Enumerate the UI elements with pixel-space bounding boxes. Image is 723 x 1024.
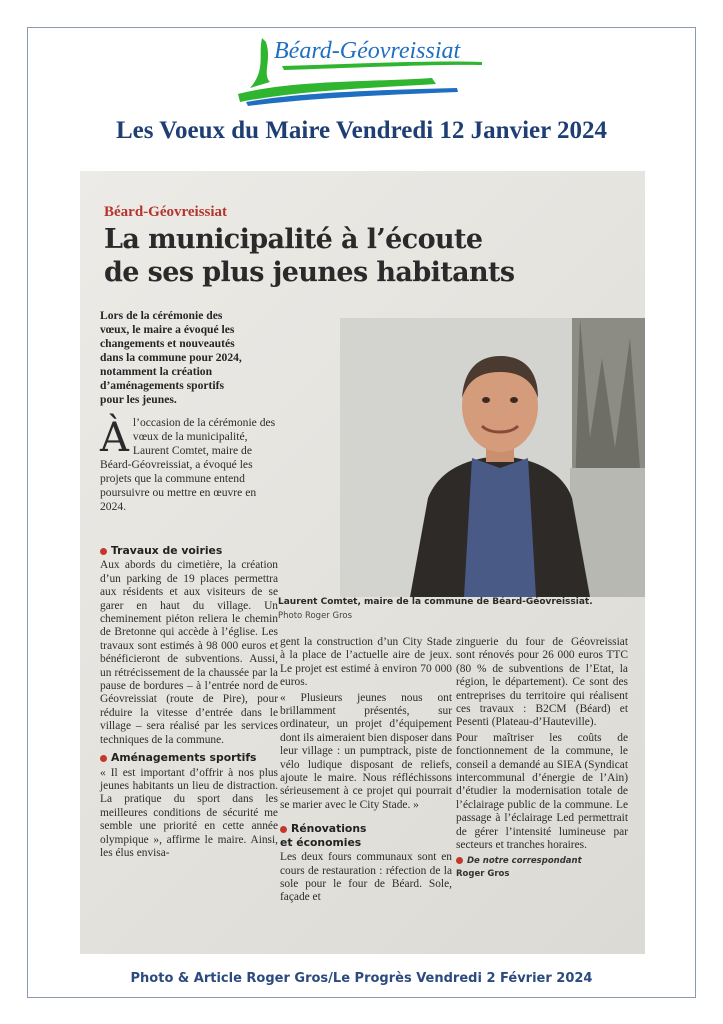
paragraph: Pour maîtriser les coûts de fonctionnement de la commune, le conseil a demandé au SIEA (Syndicat intercommunal d’énergie de l’Ain) d’étudier la modernisation totale de l’éclairage public de la commune. Le passage à l’éclairage Led permettrait de gérer l’intensité lumineuse par secteurs et tranches horaires. [456,731,628,852]
paragraph: zinguerie du four de Géovreissiat sont rénovés pour 26 000 euros TTC (80 % de subventions de l’Etat, la région, le département). Ce sont des entreprises du territoire qui réalisent ces travaux : B2CM (Béard) et Pesenti (Plateau-d’Hauteville). [456,636,628,729]
intro-text: l’occasion de la cérémonie des vœux de la municipalité, Laurent Comtet, maire de Béard-Géovreissiat, a évoqué les projets que la commune entend poursuivre ou mettre en œuvre en 2024. [100,416,276,513]
signature-line [456,855,628,868]
headline-line-1: La municipalité à l’écoute [104,224,483,255]
article-intro [100,416,278,514]
section-heading-text: Rénovations [291,822,367,836]
section-heading-renovations [280,822,452,849]
paragraph: Les deux fours communaux sont en cours de restauration : réfection de la sole pour le four de Béard. Sole, façade et [280,851,452,904]
mayor-photo [340,318,645,597]
headline-line-2: de ses plus jeunes habitants [104,257,515,288]
article-column-3 [456,636,628,881]
bullet-icon [456,857,463,864]
paragraph: « Plusieurs jeunes nous ont brillamment présentés, sur ordinateur, un projet d’équipement dont ils aimeraient bien disposer dans leur village : un pumptrack, piste de vélo ludique disposant de reliefs, ajoute le maire. Nous réfléchissons sérieusement à ce projet qui pourrait se marier avec le City Stade. » [280,691,452,811]
drop-cap: À [100,415,129,461]
photo-caption: Laurent Comtet, maire de la commune de Béard-Géovreissiat. [278,597,593,607]
logo-text: Béard-Géovreissiat [274,38,461,64]
page-footer: Photo & Article Roger Gros/Le Progrès Vendredi 2 Février 2024 [130,971,593,986]
section-heading-text: et économies [280,835,362,849]
article-column-2 [280,636,452,907]
section-heading-text: Aménagements sportifs [111,751,257,765]
bullet-icon [100,548,107,555]
article-lead: Lors de la cérémonie des vœux, le maire a évoqué les changements et nouveautés dans la commune pour 2024, notamment la création d’aménagements sportifs pour les jeunes. [100,309,242,406]
article-kicker: Béard-Géovreissiat [104,204,228,220]
section-heading-sport [100,751,278,764]
bullet-icon [100,755,107,762]
paragraph: Aux abords du cimetière, la création d’un parking de 19 places permettra aux résidents et aux visiteurs de se garer en haut du village. Un cheminement piéton reliera le chemin de Bretonne qui accède à l’église. Les travaux sont estimés à 98 000 euros et bénéficieront de subventions. Aussi, un rétrécissement de la chaussée par la pause de bordures – à l’entrée nord de Géovreissiat (route de Pire), pour réduire la vitesse d’entrée dans le village – sera réalisé par les services techniques de la commune. [100,559,278,746]
section-heading-voiries [100,544,278,557]
logo-graphic [232,30,494,110]
newspaper-clipping [80,171,645,954]
signature-author: Roger Gros [456,868,510,879]
commune-logo [232,30,494,110]
signature-role: De notre correspondant [467,855,582,866]
photo-credit: Photo Roger Gros [278,611,353,621]
page-title: Les Voeux du Maire Vendredi 12 Janvier 2024 [115,117,608,144]
article-column-1 [100,540,278,862]
paragraph: « Il est important d’offrir à nos plus jeunes habitants un lieu de distraction. La pratique du sport dans les meilleures conditions de sécurité me semble une priorité en cette année olympique », affirme le maire. Ainsi, les élus envisa- [100,766,278,859]
bullet-icon [280,826,287,833]
section-heading-text: Travaux de voiries [111,544,223,557]
mayor-portrait-image [340,318,645,597]
article-headline [104,223,515,289]
paragraph: gent la construction d’un City Stade à la place de l’actuelle aire de jeux. Le projet est estimé à environ 70 000 euros. [280,636,452,689]
